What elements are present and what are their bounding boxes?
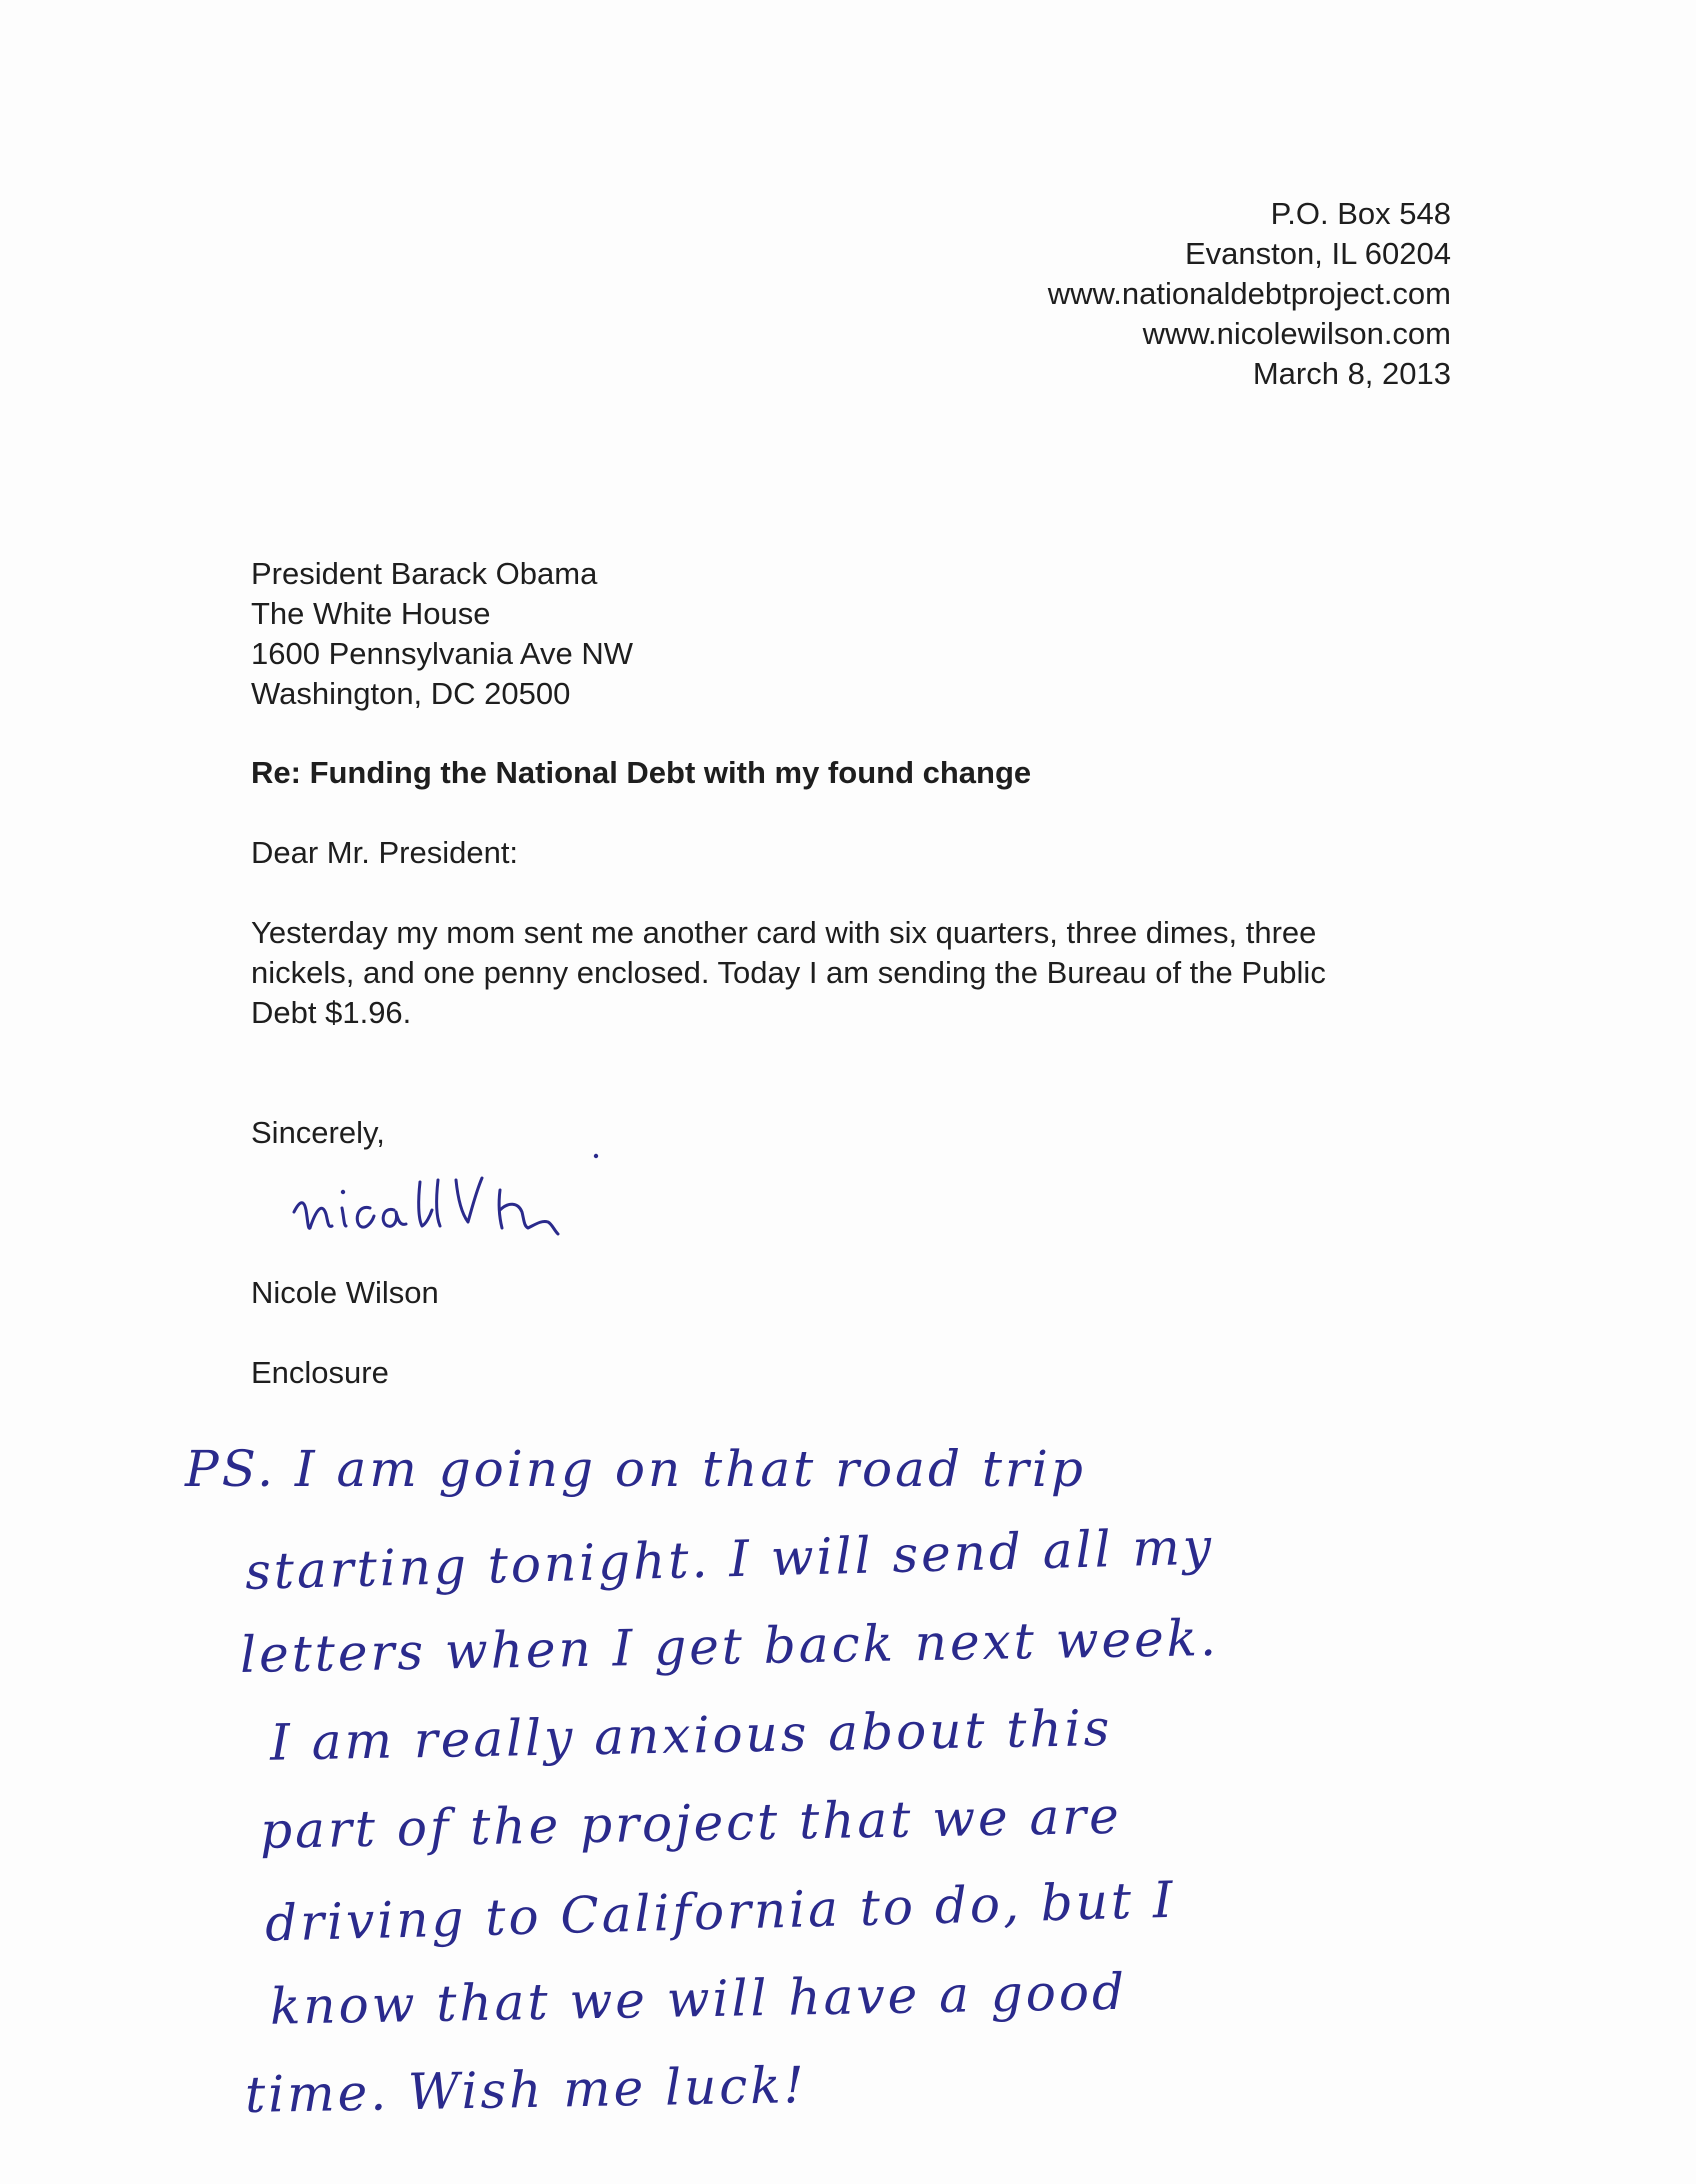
postscript-line: time. Wish me luck!	[244, 2056, 808, 2124]
salutation: Dear Mr. President:	[251, 835, 519, 870]
handwritten-postscript	[185, 1425, 1385, 2129]
signer-name: Nicole Wilson	[251, 1275, 439, 1310]
recipient-name: President Barack Obama	[251, 556, 598, 591]
recipient-street: 1600 Pennsylvania Ave NW	[251, 636, 633, 671]
recipient-organization: The White House	[251, 596, 491, 631]
handwritten-signature	[286, 1150, 666, 1260]
letter-body	[251, 913, 1451, 1033]
postscript-line: part of the project that we are	[259, 1786, 1123, 1860]
postscript-line: letters when I get back next week.	[239, 1608, 1220, 1684]
subject-line: Re: Funding the National Debt with my found change	[251, 755, 1032, 790]
letter-date: March 8, 2013	[1252, 356, 1451, 391]
body-line: Yesterday my mom sent me another card with six quarters, three dimes, three	[251, 915, 1317, 950]
enclosure-note: Enclosure	[251, 1355, 389, 1390]
body-line: nickels, and one penny enclosed. Today I am sending the Bureau of the Public	[251, 955, 1326, 990]
postscript-line: I am really anxious about this	[269, 1699, 1113, 1772]
recipient-address-block	[251, 554, 1151, 714]
postscript-line: know that we will have a good	[269, 1962, 1128, 2036]
sender-website-personal: www.nicolewilson.com	[1142, 316, 1451, 351]
recipient-city-state-zip: Washington, DC 20500	[251, 676, 571, 711]
postscript-line: starting tonight. I will send all my	[244, 1517, 1215, 1601]
sender-city-state-zip: Evanston, IL 60204	[1185, 236, 1451, 271]
sender-po-box: P.O. Box 548	[1270, 196, 1451, 231]
postscript-line: driving to California to do, but I	[264, 1870, 1177, 1953]
sender-website-national-debt: www.nationaldebtproject.com	[1047, 276, 1451, 311]
sender-address-block	[751, 194, 1451, 394]
postscript-line: PS. I am going on that road trip	[185, 1440, 1086, 1498]
closing: Sincerely,	[251, 1115, 385, 1150]
body-line: Debt $1.96.	[251, 995, 412, 1030]
